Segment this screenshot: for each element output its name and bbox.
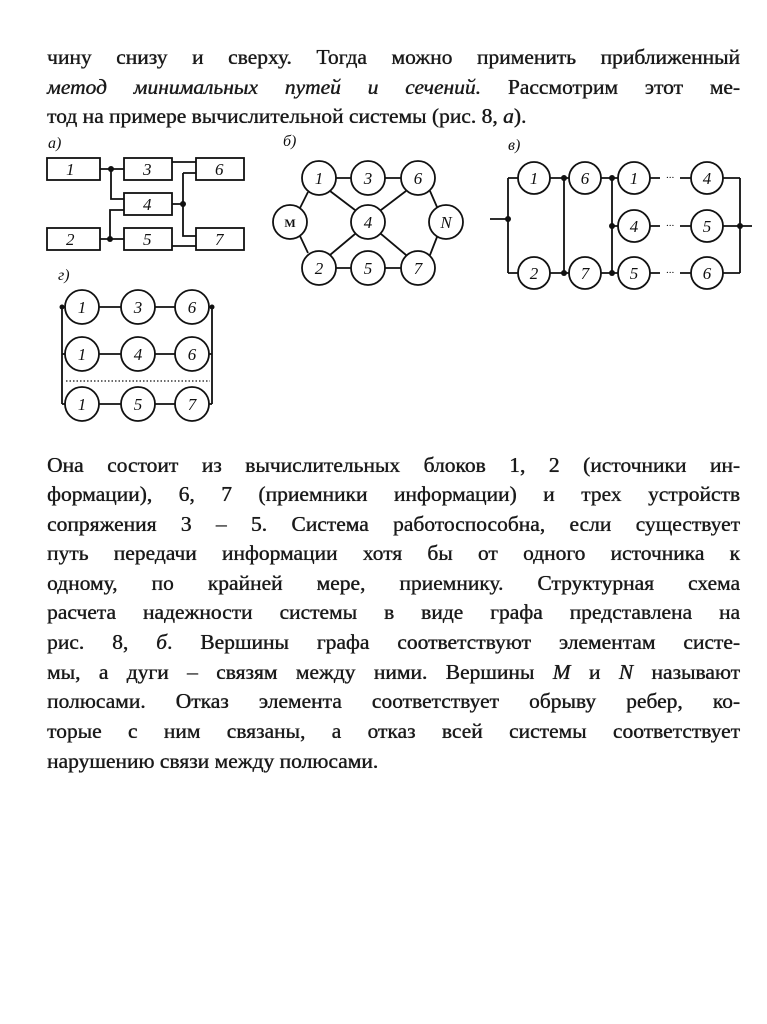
svg-text:7: 7	[215, 230, 224, 249]
svg-text:1: 1	[77, 298, 87, 317]
svg-text:4: 4	[629, 217, 639, 236]
italic-symbol: M	[552, 660, 571, 684]
svg-text:2: 2	[66, 230, 75, 249]
svg-text:1: 1	[529, 169, 539, 188]
svg-text:6: 6	[413, 169, 423, 188]
svg-text:N: N	[440, 213, 452, 232]
text-line	[47, 629, 740, 655]
text: Рассмотрим этот ме-	[507, 75, 741, 99]
diagram-b-label: б)	[283, 133, 297, 150]
diagram-a	[47, 135, 244, 250]
svg-text:6: 6	[580, 169, 590, 188]
svg-text:6: 6	[187, 298, 197, 317]
text-line: одному, по крайней мере, приемнику. Структурная схема	[47, 571, 740, 595]
svg-text:2: 2	[529, 264, 539, 283]
svg-text:1: 1	[629, 169, 639, 188]
diagram-g-label: г)	[58, 267, 70, 284]
svg-text:7: 7	[580, 264, 590, 283]
svg-text:6: 6	[702, 264, 712, 283]
italic-ref: а	[503, 104, 514, 128]
text-line: нарушению связи между полюсами.	[47, 749, 379, 773]
svg-text:5: 5	[133, 395, 143, 414]
svg-text:4: 4	[702, 169, 712, 188]
text: рис. 8,	[47, 630, 129, 654]
svg-text:3: 3	[363, 169, 373, 188]
svg-text:5: 5	[143, 230, 152, 249]
svg-text:5: 5	[363, 259, 373, 278]
text: называют	[651, 660, 740, 684]
text-line: торые с ним связаны, а отказ всей системы соответствует	[47, 719, 740, 743]
svg-text:2: 2	[314, 259, 324, 278]
diagram-a-label: а)	[48, 135, 62, 152]
svg-text:1: 1	[77, 345, 87, 364]
text-line: расчета надежности системы в виде графа представлена на	[47, 600, 740, 624]
svg-text:7: 7	[413, 259, 423, 278]
svg-text:1: 1	[314, 169, 324, 188]
text: . Вершины графа соответствуют элементам систе-	[166, 630, 740, 654]
svg-text:4: 4	[363, 213, 373, 232]
text-line: формации), 6, 7 (приемники информации) и трех устройств	[47, 482, 740, 506]
text: ).	[513, 104, 527, 128]
text-line: чину снизу и сверху. Тогда можно применить приближенный	[47, 45, 740, 69]
svg-text:5: 5	[702, 217, 712, 236]
italic-ref: б	[156, 630, 167, 654]
text: мы, а дуги – связям между ними. Вершины	[47, 660, 535, 684]
ellipsis: ···	[665, 267, 675, 279]
svg-text:4: 4	[143, 195, 152, 214]
italic-symbol: N	[618, 660, 634, 684]
italic-term: метод минимальных путей и сечений.	[47, 75, 481, 99]
svg-text:4: 4	[133, 345, 143, 364]
svg-text:3: 3	[133, 298, 143, 317]
diagram-v	[490, 137, 752, 289]
text-line: полюсами. Отказ элемента соответствует обрыву ребер, ко-	[47, 689, 740, 713]
text-line	[47, 659, 740, 685]
text: тод на примере вычислительной системы (рис. 8,	[47, 104, 498, 128]
svg-text:6: 6	[187, 345, 197, 364]
ellipsis: ···	[665, 172, 675, 184]
svg-text:1: 1	[66, 160, 75, 179]
ellipsis: ···	[665, 220, 675, 232]
text-line: путь передачи информации хотя бы от одного источника к	[47, 541, 740, 565]
svg-text:5: 5	[629, 264, 639, 283]
svg-text:M: M	[284, 216, 296, 230]
svg-text:1: 1	[77, 395, 87, 414]
diagram-v-label: в)	[508, 137, 521, 154]
svg-text:3: 3	[143, 160, 152, 179]
diagram-g	[58, 267, 215, 421]
text: и	[588, 660, 601, 684]
text-line: сопряжения 3 – 5. Система работоспособна, если существует	[47, 512, 740, 536]
svg-text:6: 6	[215, 160, 224, 179]
diagram-b	[273, 133, 463, 285]
text-line: Она состоит из вычислительных блоков 1, 2 (источники ин-	[47, 453, 740, 477]
svg-text:7: 7	[187, 395, 197, 414]
